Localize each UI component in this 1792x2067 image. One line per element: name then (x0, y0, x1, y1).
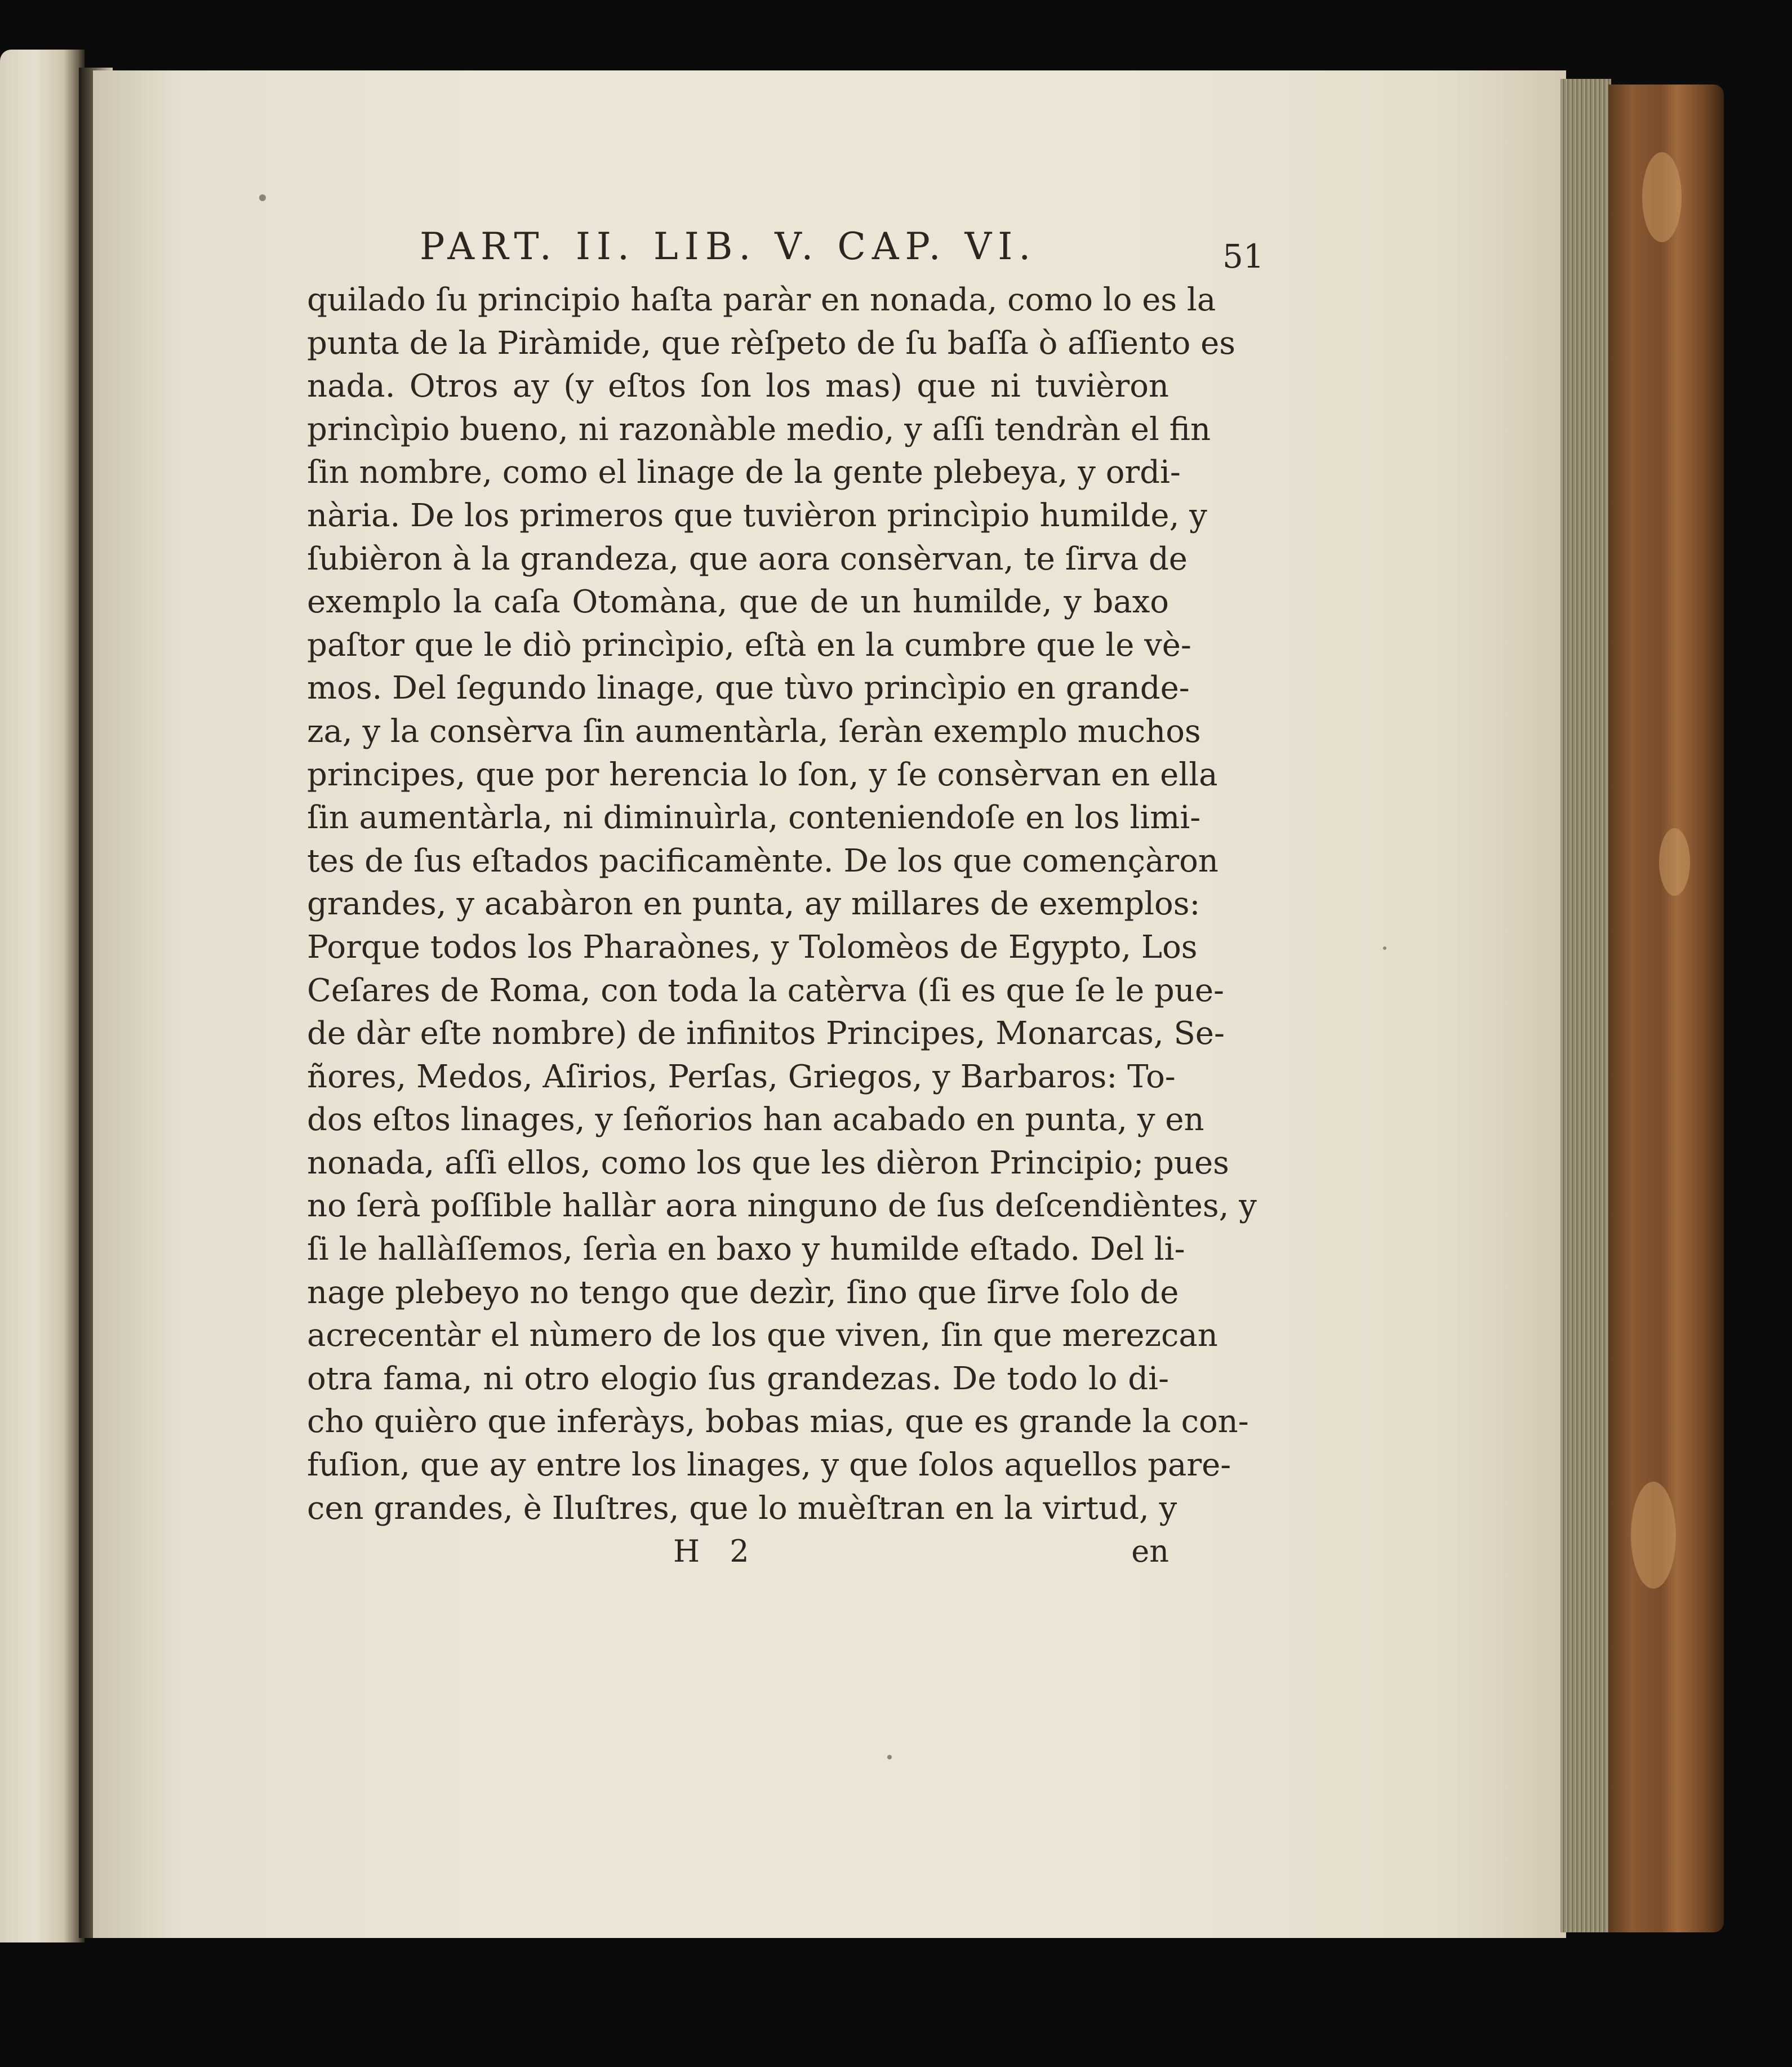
page-text-block (307, 217, 1264, 1579)
paper-speck (1383, 946, 1386, 950)
text-line: ñores, Medos, Aſirios, Perſas, Griegos, y Barbaros: To- (307, 1058, 1176, 1095)
text-line: cen grandes, è Iluſtres, que lo muèſtran en la virtud, y (307, 1490, 1177, 1527)
text-line: ſubièron à la grandeza, que aora consèrvan, te ſirva de (307, 540, 1188, 577)
catchword: en (1131, 1533, 1169, 1570)
text-line: grandes, y acabàron en punta, ay millares de exemplos: (307, 886, 1200, 923)
text-line: nonada, aſſi ellos, como los que les dièron Principio; pues (307, 1144, 1229, 1181)
text-line: mos. Del ſegundo linage, que tùvo princìpio en grande- (307, 670, 1190, 707)
text-line: acrecentàr el nùmero de los que viven, ſin que merezcan (307, 1317, 1218, 1354)
page-block-fore-edge (1560, 79, 1611, 1932)
paper-speck (887, 1755, 892, 1759)
leather-wear-mark (1642, 152, 1682, 242)
text-line: paſtor que le diò princìpio, eſtà en la cumbre que le vè- (307, 626, 1191, 664)
text-line: princìpio bueno, ni razonàble medio, y aſſi tendràn el fin (307, 411, 1211, 448)
leather-cover-board (1608, 85, 1724, 1932)
text-line: fuſion, que ay entre los linages, y que ſolos aquellos pare- (307, 1447, 1231, 1484)
text-line: cho quièro que inferàys, bobas mias, que es grande la con- (307, 1403, 1249, 1441)
running-head (307, 217, 1264, 279)
leather-wear-mark (1631, 1482, 1676, 1589)
text-line: de dàr eſte nombre) de infinitos Principes, Monarcas, Se- (307, 1015, 1225, 1052)
text-line: ſin nombre, como el linage de la gente plebeya, y ordi- (307, 454, 1181, 491)
text-line: nage plebeyo no tengo que dezìr, ſino que ſirve ſolo de (307, 1274, 1179, 1311)
text-line: nada. Otros ay (y eſtos ſon los mas) que ni tuvièron (307, 368, 1169, 405)
text-line: exemplo la caſa Otomàna, que de un humilde, y baxo (307, 584, 1169, 621)
left-facing-page-edge (0, 50, 85, 1942)
text-line: ſi le hallàſſemos, ſerìa en baxo y humilde eſtado. Del li- (307, 1231, 1185, 1268)
text-line: no ſerà poſſible hallàr aora ninguno de ſus deſcendièntes, y (307, 1188, 1257, 1225)
leather-wear-mark (1659, 828, 1690, 896)
body-text (307, 279, 1257, 1530)
text-line: ſin aumentàrla, ni diminuìrla, conteniendoſe en los limi- (307, 799, 1201, 837)
text-line: tes de ſus eſtados pacificamènte. De los que començàron (307, 842, 1219, 879)
text-line: otra fama, ni otro elogio ſus grandezas. De todo lo di- (307, 1360, 1169, 1397)
running-head-title: PART. II. LIB. V. CAP. VI. (420, 225, 1037, 268)
text-line: Porque todos los Pharaònes, y Tolomèos de Egypto, Los (307, 928, 1198, 966)
text-line: punta de la Piràmide, que rèſpeto de ſu baſſa ò aſſiento es (307, 325, 1236, 362)
signature-mark: H 2 (673, 1533, 759, 1570)
text-line: quilado ſu principio haſta paràr en nonada, como lo es la (307, 282, 1216, 318)
page-number: 51 (1222, 237, 1264, 275)
text-line: dos eſtos linages, y ſeñorios han acabado en punta, y en (307, 1101, 1204, 1139)
paper-speck (259, 194, 266, 201)
text-line: principes, que por herencia lo ſon, y ſe consèrvan en ella (307, 756, 1218, 793)
text-line: Ceſares de Roma, con toda la catèrva (ſi es que ſe le pue- (307, 972, 1224, 1009)
page-footer (307, 1533, 1169, 1579)
text-line: nària. De los primeros que tuvièron princìpio humilde, y (307, 497, 1207, 534)
text-line: za, y la consèrva ſin aumentàrla, ſeràn exemplo muchos (307, 713, 1201, 750)
